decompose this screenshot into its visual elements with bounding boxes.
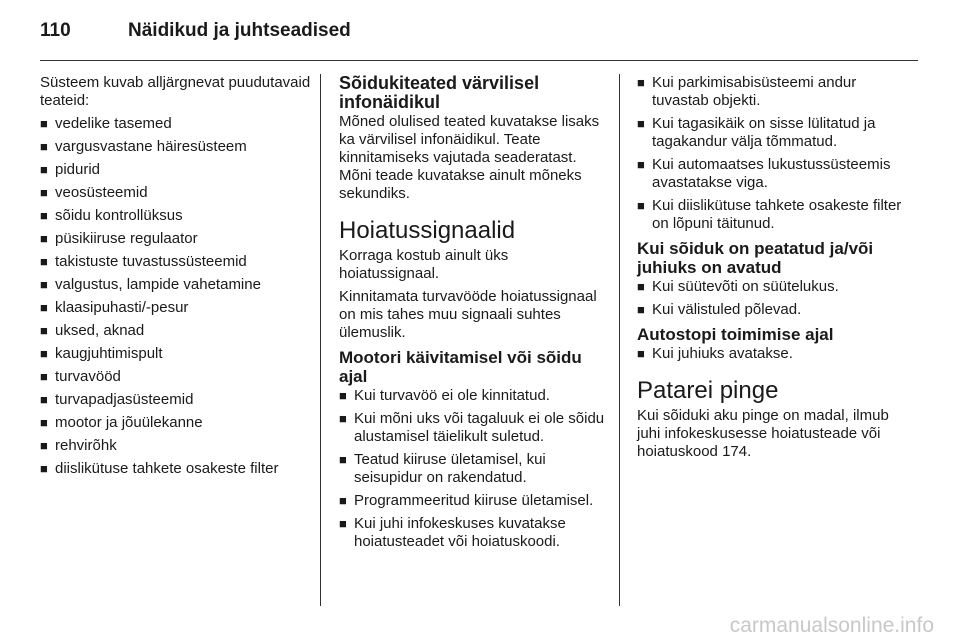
column-2 xyxy=(339,74,609,557)
bullet-icon: ■ xyxy=(637,198,645,213)
list-item: ■ vargusvastane häiresüsteem xyxy=(40,138,247,155)
list-item: ■ Kui automaatses lukustussüsteemis avastatakse viga. xyxy=(637,156,891,191)
list-item: ■ takistuste tuvastussüsteemid xyxy=(40,253,247,270)
list-item: ■ Kui turvavöö ei ole kinnitatud. xyxy=(339,387,550,404)
subheading-vehicle-parked: Kui sõiduk on peatatud ja/või juhiuks on avatud xyxy=(637,239,874,277)
list-item: ■ Kui parkimisabisüsteemi andur tuvastab objekti. xyxy=(637,74,857,109)
list-item: ■ Kui juhi infokeskuses kuvatakse hoiatusteadet või hoiatuskoodi. xyxy=(339,515,566,550)
list-item: ■ pidurid xyxy=(40,161,101,178)
list-item: ■ veosüsteemid xyxy=(40,184,148,201)
list-item: ■ vedelike tasemed xyxy=(40,115,172,132)
list-item: ■ Kui mõni uks või tagaluuk ei ole sõidu alustamisel täielikult suletud. xyxy=(339,410,605,445)
bullet-icon: ■ xyxy=(339,493,347,508)
bullet-icon: ■ xyxy=(637,279,645,294)
warning-list-continued xyxy=(637,74,909,233)
bullet-icon: ■ xyxy=(40,277,48,292)
bullet-icon: ■ xyxy=(339,452,347,467)
list-item: ■ Kui juhiuks avatakse. xyxy=(637,345,793,362)
watermark: carmanualsonline.info xyxy=(729,614,934,637)
list-item: ■ diislikütuse tahkete osakeste filter xyxy=(40,460,279,477)
list-item: ■ Programmeeritud kiiruse ületamisel. xyxy=(339,492,594,509)
bullet-icon: ■ xyxy=(339,411,347,426)
bullet-icon: ■ xyxy=(637,75,645,90)
warning-list xyxy=(339,387,609,551)
bullet-icon: ■ xyxy=(40,415,48,430)
list-item: ■ sõidu kontrollüksus xyxy=(40,207,183,224)
header-rule xyxy=(40,60,918,61)
intro-text: Süsteem kuvab alljärgnevat puudutavaid teateid: xyxy=(40,74,311,109)
list-item: ■ püsikiiruse regulaator xyxy=(40,230,198,247)
bullet-icon: ■ xyxy=(40,392,48,407)
list-item: ■ Kui diislikütuse tahkete osakeste filter on lõpuni täitunud. xyxy=(637,197,902,232)
bullet-icon: ■ xyxy=(40,208,48,223)
bullet-icon: ■ xyxy=(339,388,347,403)
paragraph: Kui sõiduki aku pinge on madal, ilmub juhi infokeskusesse hoiatusteade või hoiatuskood 174. xyxy=(637,407,889,460)
list-item: ■ Teatud kiiruse ületamisel, kui seisupidur on rakendatud. xyxy=(339,451,546,486)
list-item: ■ Kui süütevõti on süütelukus. xyxy=(637,278,839,295)
bullet-icon: ■ xyxy=(40,323,48,338)
column-divider-1 xyxy=(320,74,321,606)
list-item: ■ mootor ja jõuülekanne xyxy=(40,414,203,431)
bullet-icon: ■ xyxy=(40,231,48,246)
page-number: 110 xyxy=(40,20,71,41)
bullet-icon: ■ xyxy=(637,302,645,317)
bullet-icon: ■ xyxy=(40,139,48,154)
paragraph: Mõned olulised teated kuvatakse lisaks ka värvilisel infonäidikul. Teate kinnitamiseks vajutada seaderatast. Mõni teade kuvatakse ainult mõneks sekundiks. xyxy=(339,113,600,202)
list-item: ■ valgustus, lampide vahetamine xyxy=(40,276,261,293)
bullet-icon: ■ xyxy=(40,254,48,269)
paragraph: Kinnitamata turvavööde hoiatussignaal on mis tahes muu signaali suhtes ülemuslik. xyxy=(339,288,597,341)
message-list xyxy=(40,115,312,478)
list-item: ■ turvapadjasüsteemid xyxy=(40,391,194,408)
section-heading-warning-chimes: Hoiatussignaalid xyxy=(339,217,516,244)
bullet-icon: ■ xyxy=(637,157,645,172)
bullet-icon: ■ xyxy=(40,116,48,131)
list-item: ■ kaugjuhtimispult xyxy=(40,345,163,362)
bullet-icon: ■ xyxy=(40,162,48,177)
bullet-icon: ■ xyxy=(40,300,48,315)
column-1 xyxy=(40,74,312,484)
bullet-icon: ■ xyxy=(40,438,48,453)
bullet-icon: ■ xyxy=(40,346,48,361)
column-divider-2 xyxy=(619,74,620,606)
section-heading-battery-voltage: Patarei pinge xyxy=(637,377,779,404)
chapter-title: Näidikud ja juhtseadised xyxy=(128,20,351,41)
list-item: ■ uksed, aknad xyxy=(40,322,145,339)
bullet-icon: ■ xyxy=(339,516,347,531)
subheading-autostop: Autostopi toimimise ajal xyxy=(637,325,834,344)
parked-list xyxy=(637,278,909,319)
bullet-icon: ■ xyxy=(40,185,48,200)
list-item: ■ klaasipuhasti/-pesur xyxy=(40,299,189,316)
subheading-engine-start: Mootori käivitamisel või sõidu ajal xyxy=(339,348,582,386)
bullet-icon: ■ xyxy=(40,369,48,384)
list-item: ■ turvavööd xyxy=(40,368,121,385)
list-item: ■ rehvirõhk xyxy=(40,437,117,454)
paragraph: Korraga kostub ainult üks hoiatussignaal. xyxy=(339,247,509,282)
section-heading-colour-display: Sõidukiteated värvilisel infonäidikul xyxy=(339,73,540,112)
page-header xyxy=(40,14,351,48)
list-item: ■ Kui tagasikäik on sisse lülitatud ja tagakandur välja tõmmatud. xyxy=(637,115,876,150)
autostop-list xyxy=(637,345,909,363)
bullet-icon: ■ xyxy=(637,346,645,361)
list-item: ■ Kui välistuled põlevad. xyxy=(637,301,802,318)
bullet-icon: ■ xyxy=(637,116,645,131)
bullet-icon: ■ xyxy=(40,461,48,476)
column-3 xyxy=(637,74,909,466)
